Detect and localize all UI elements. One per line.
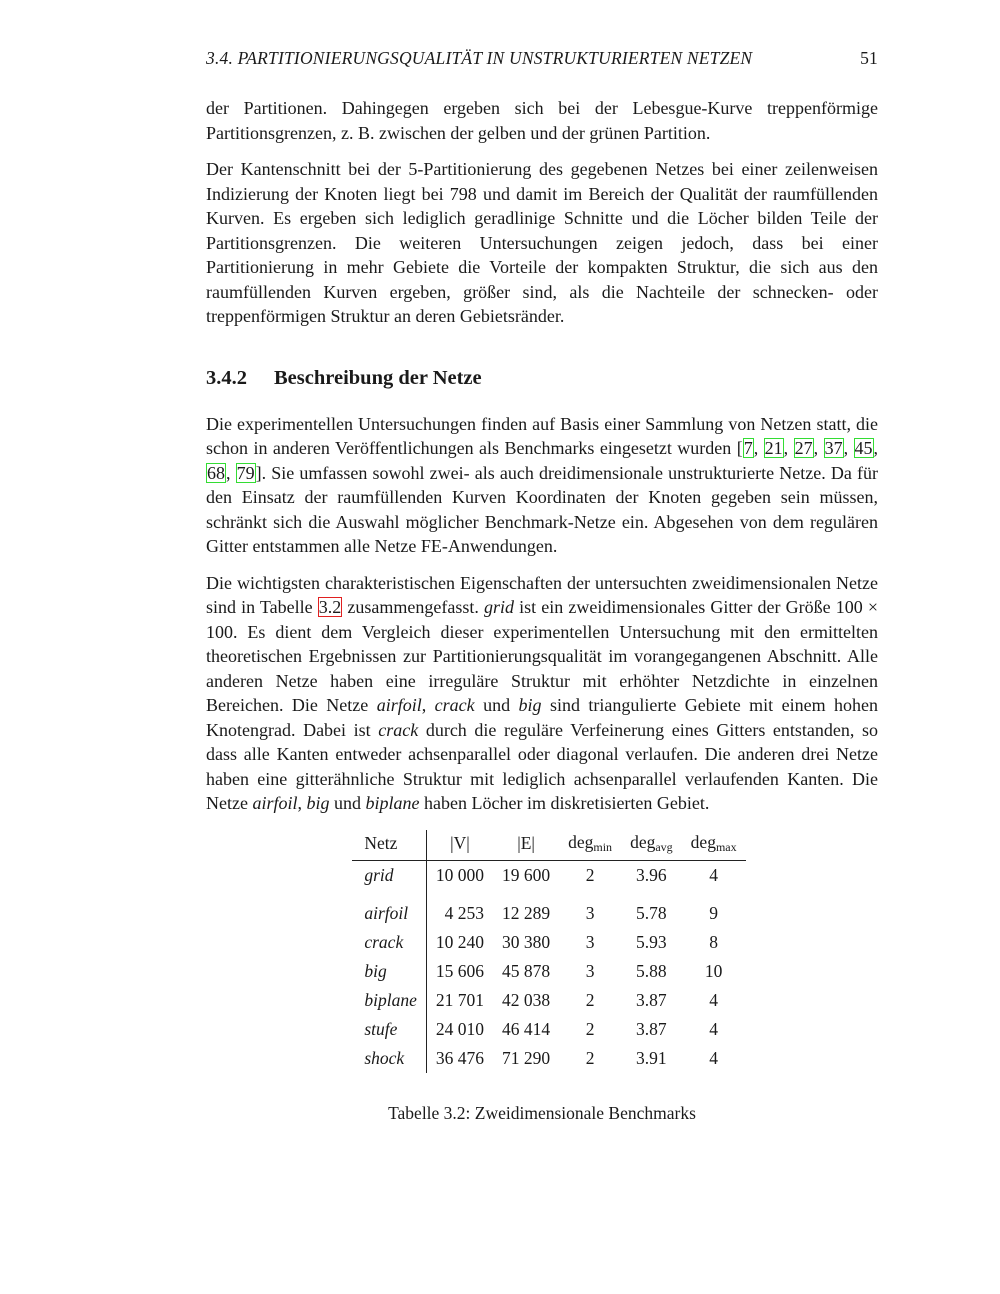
- cell-deg-avg: 3.87: [636, 1018, 667, 1039]
- mesh-name: biplane: [365, 793, 420, 813]
- mesh-name: airfoil: [376, 695, 422, 715]
- cell-deg-min: 2: [585, 1018, 595, 1039]
- text-run: sind triangulierte Gebiete mit einem hohen Knotengrad. Dabei ist: [206, 695, 878, 740]
- col-header-deg-avg: [621, 830, 682, 861]
- spacer-cell: [621, 890, 682, 899]
- table-row: [352, 957, 745, 986]
- running-header: [206, 48, 878, 76]
- table-row: [352, 899, 745, 928]
- table-row: [352, 928, 745, 957]
- citation-link[interactable]: 37: [824, 438, 843, 458]
- mesh-name: big: [306, 793, 330, 813]
- paragraph-2: Der Kantenschnitt bei der 5-Partitionierung des gegebenen Netzes bei einer zeilenweisen Indizierung der Knoten liegt bei 798 und damit im Bereich der Qualität der raumfüllenden Kurven. Es ergeben sich lediglich geradlinige Schnitte und die Löcher bilden Teile der Partitionsgrenzen. Die weiteren Untersuchungen zeigen jedoch, dass bei einer Partitionierung in mehr Gebiete die Vorteile der kompakten Struktur, die sich aus den raumfüllenden Kurven ergeben, größer sind, als die Nachteile der schnecken- oder treppenförmigen Struktur an deren Gebietsränder.: [206, 159, 878, 326]
- table-row: [352, 1015, 745, 1044]
- text-run: ist ein zweidimensionales Gitter der Größe 100 × 100. Es dient dem Vergleich dieser experimentellen Untersuchung mit den ermittelten theoretischen Ergebnissen zur Partitionierungsqualität im vorangegangenen Abschnitt. Alle anderen Netze haben eine irreguläre Struktur mit erhöhter Netzdichte in einzelnen Bereichen. Die Netze: [206, 597, 879, 715]
- deg-sub-avg: avg: [655, 840, 673, 854]
- spacer-cell: [682, 890, 746, 899]
- section-heading: [206, 367, 878, 390]
- deg-sub-max: max: [715, 840, 737, 854]
- cell-deg-avg: 3.87: [636, 989, 667, 1010]
- cell-deg-max: 9: [709, 902, 719, 923]
- citation-link[interactable]: 79: [236, 462, 255, 483]
- cell-deg-avg: 5.93: [636, 931, 667, 952]
- text-run: ,: [297, 793, 307, 813]
- cell-deg-min: 3: [585, 960, 595, 981]
- paragraph-1: der Partitionen. Dahingegen ergeben sich bei der Lebesgue-Kurve treppenförmige Partitionsgrenzen, z. B. zwischen der gelben und der grünen Partition.: [206, 98, 878, 143]
- table-row: [352, 986, 745, 1015]
- cell-edges: 46 414: [501, 1018, 551, 1039]
- cell-deg-min: 2: [585, 1047, 595, 1068]
- cell-edges: 30 380: [501, 931, 551, 952]
- cell-deg-min: 2: [585, 989, 595, 1010]
- cell-mesh-name: shock: [352, 1044, 426, 1073]
- citation-link[interactable]: 68: [207, 462, 225, 483]
- cell-edges: 45 878: [501, 960, 551, 981]
- cell-edges: 19 600: [501, 864, 551, 885]
- cell-mesh-name: crack: [352, 928, 426, 957]
- spacer-cell: [352, 890, 426, 899]
- mesh-name: airfoil: [252, 793, 298, 813]
- cell-vertices: 36 476: [435, 1047, 484, 1068]
- cell-deg-max: 10: [704, 960, 723, 981]
- deg-label: deg: [630, 832, 656, 852]
- running-header-title: 3.4. PARTITIONIERUNGSQUALITÄT IN UNSTRUKTURIERTEN NETZEN: [206, 48, 753, 68]
- text-run: Die wichtigsten charakteristischen Eigenschaften der untersuchten zweidimensionalen Netze sind in Tabelle: [206, 572, 878, 617]
- table-reference-link[interactable]: 3.2: [318, 597, 342, 617]
- text-run: durch die reguläre Verfeinerung eines Gitters entstanden, so dass alle Kanten entweder achsenparallel oder diagonal verlaufen. Die anderen drei Netze haben eine gitterähnliche Struktur mit lediglich achsenparallel verlaufenden Kanten. Die Netze: [206, 719, 878, 813]
- paragraph-3-text-before: Die experimentellen Untersuchungen finden auf Basis einer Sammlung von Netzen statt, die schon in anderen Veröffentlichungen als Benchmarks eingesetzt wurden [: [206, 413, 878, 458]
- text-run: und: [329, 793, 366, 813]
- text-run: haben Löcher im diskretisierten Gebiet.: [419, 793, 710, 813]
- text-run: zusammengefasst.: [342, 597, 484, 617]
- citation-link[interactable]: 45: [854, 438, 873, 458]
- paragraph-4: [206, 571, 878, 816]
- text-run: ,: [421, 695, 435, 715]
- mesh-name: crack: [434, 695, 475, 715]
- table-spacer-row: [352, 890, 745, 899]
- cell-deg-min: 2: [585, 864, 595, 885]
- deg-sub-min: min: [593, 840, 613, 854]
- citation-link[interactable]: 21: [764, 438, 783, 458]
- text-run: und: [474, 695, 519, 715]
- col-header-netz: Netz: [352, 830, 426, 861]
- table-caption: Tabelle 3.2: Zweidimensionale Benchmarks: [388, 1102, 696, 1123]
- col-header-deg-min: [559, 830, 621, 861]
- citation-link[interactable]: 7: [743, 438, 753, 458]
- col-header-deg-max: [682, 830, 746, 861]
- cell-edges: 12 289: [501, 902, 551, 923]
- cell-vertices: 10 000: [435, 864, 484, 885]
- cell-mesh-name: grid: [352, 860, 426, 890]
- cell-deg-max: 4: [709, 1018, 719, 1039]
- table-header-row: [352, 830, 745, 861]
- cell-vertices: 24 010: [435, 1018, 484, 1039]
- cell-vertices: 21 701: [435, 989, 484, 1010]
- table-body: [352, 860, 745, 1073]
- col-header-v: |V|: [426, 830, 493, 861]
- col-header-e: |E|: [493, 830, 559, 861]
- cell-mesh-name: big: [352, 957, 426, 986]
- cell-vertices: 4 253: [444, 902, 484, 923]
- section-title: Beschreibung der Netze: [274, 366, 482, 389]
- mesh-name: grid: [483, 597, 514, 617]
- cell-vertices: 10 240: [435, 931, 484, 952]
- cell-deg-max: 4: [709, 1047, 719, 1068]
- citation-link[interactable]: 27: [794, 438, 813, 458]
- cell-mesh-name: stufe: [352, 1015, 426, 1044]
- benchmark-table: [352, 830, 745, 1073]
- cell-vertices: 15 606: [435, 960, 484, 981]
- spacer-cell: [426, 890, 493, 899]
- cell-deg-max: 4: [709, 989, 719, 1010]
- cell-mesh-name: airfoil: [352, 899, 426, 928]
- paragraph-3: Die experimentellen Untersuchungen finden auf Basis einer Sammlung von Netzen statt, die schon in anderen Veröffentlichungen als Benchmarks eingesetzt wurden [7, 21, 27, 37, 45, 68, 79]. Sie umfassen sowohl zwei- als auch dreidimensionale unstrukturierte Netze. Da für den Einsatz der raumfüllenden Kurven Koordinaten der Knoten gegeben sein müssen, schränkt sich die Auswahl möglicher Benchmark-Netze ein. Abgesehen von dem regulären Gitter entstammen alle Netze FE-Anwendungen.: [206, 413, 879, 556]
- mesh-name: big: [518, 695, 542, 715]
- cell-deg-min: 3: [585, 931, 595, 952]
- deg-label: deg: [690, 832, 716, 852]
- cell-deg-avg: 5.78: [636, 902, 667, 923]
- paragraph-3-text-after: ]. Sie umfassen sowohl zwei- als auch dreidimensionale unstrukturierte Netze. Da für den Einsatz der raumfüllenden Kurven Koordinaten der Knoten gegeben sein müssen, schränkt sich die Auswahl möglicher Benchmark-Netze ein. Abgesehen von dem regulären Gitter entstammen alle Netze FE-Anwendungen.: [206, 462, 878, 556]
- table-row: [352, 860, 745, 890]
- spacer-cell: [559, 890, 621, 899]
- deg-label: deg: [568, 832, 594, 852]
- page: [206, 48, 878, 1124]
- cell-deg-max: 8: [709, 931, 719, 952]
- cell-mesh-name: biplane: [352, 986, 426, 1015]
- cell-deg-avg: 3.91: [636, 1047, 667, 1068]
- cell-edges: 71 290: [501, 1047, 551, 1068]
- cell-deg-avg: 3.96: [636, 864, 667, 885]
- cell-edges: 42 038: [501, 989, 551, 1010]
- table-row: [352, 1044, 745, 1073]
- cell-deg-min: 3: [585, 902, 595, 923]
- cell-deg-avg: 5.88: [636, 960, 667, 981]
- page-number: 51: [860, 48, 878, 68]
- mesh-name: crack: [378, 719, 419, 740]
- spacer-cell: [493, 890, 559, 899]
- section-number: 3.4.2: [206, 366, 247, 389]
- cell-deg-max: 4: [709, 864, 719, 885]
